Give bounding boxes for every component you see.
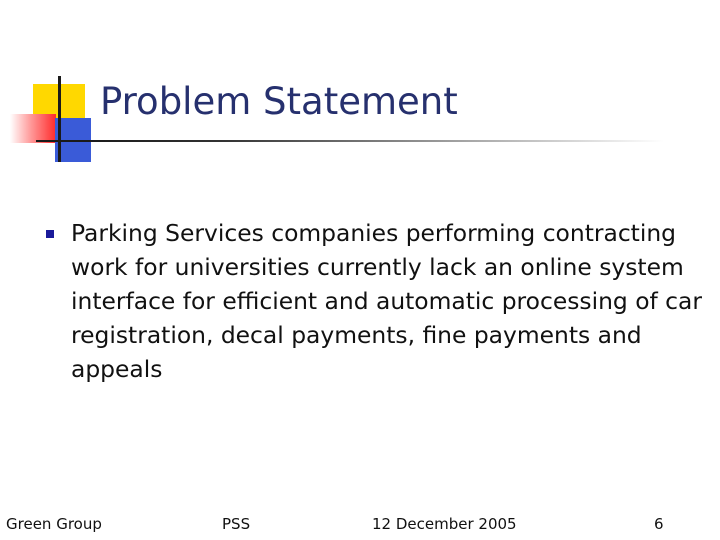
bullet-list bbox=[40, 216, 700, 386]
footer-project-name: PSS bbox=[222, 515, 251, 533]
page-number: 6 bbox=[654, 515, 664, 533]
slide-title: Problem Statement bbox=[100, 80, 458, 123]
ornament-vertical-line bbox=[58, 76, 61, 162]
square-bullet-icon bbox=[46, 230, 54, 238]
ornament-red-bar bbox=[10, 114, 56, 143]
footer-date: 12 December 2005 bbox=[372, 515, 517, 533]
bullet-item bbox=[40, 216, 700, 386]
footer-group-name: Green Group bbox=[6, 515, 102, 533]
title-underline bbox=[36, 140, 664, 142]
bullet-text: Parking Services companies performing contracting work for universities currently lack an online system interface for efficient and automatic processing of car registration, decal payments, fine payments and appeals bbox=[71, 219, 702, 383]
